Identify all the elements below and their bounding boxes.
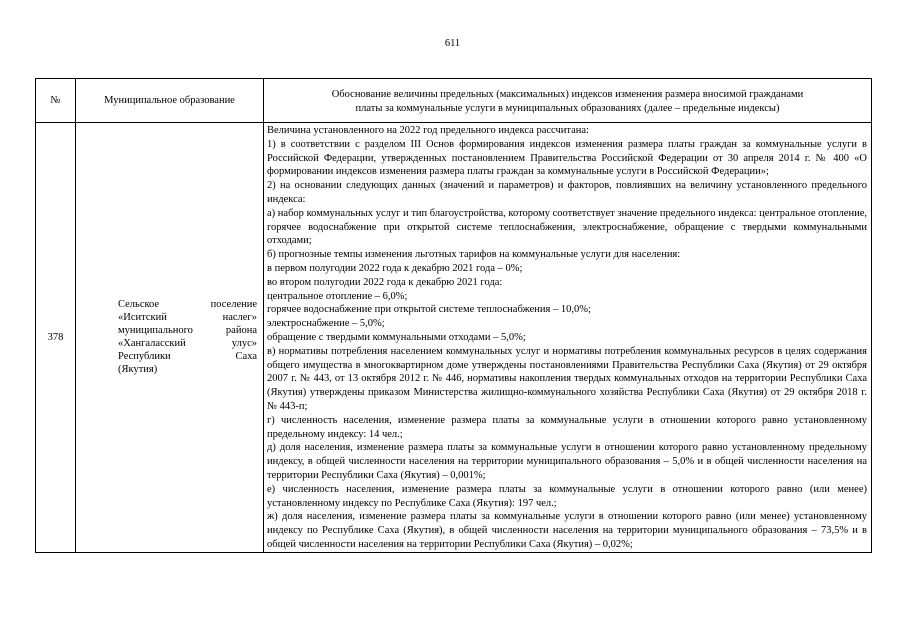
row-number: 378: [36, 123, 76, 553]
municipality-name: [76, 298, 263, 376]
justification-paragraph: д) доля населения, изменение размера платы за коммунальные услуги в отношении которого равно установленному предельному индексу, в общей численности населения на территории муниципального образования – 5,0% и в общей численности населения на территории Республики Саха (Якутия) – 0,001%;: [267, 442, 867, 481]
municipality-line: «Хангаласский улус»: [118, 338, 257, 350]
municipality-line: Республики Саха: [118, 351, 257, 363]
justification-paragraph: е) численность населения, изменение размера платы за коммунальные услуги в отношении которого равно (или менее) установленному индексу по Республике Саха (Якутия): 197 чел.;: [267, 483, 867, 509]
justification-paragraph: 2) на основании следующих данных (значений и параметров) и факторов, повлиявших на величину установленного предельного индекса:: [267, 180, 867, 205]
municipality-line: «Иситский наслег»: [118, 312, 257, 324]
municipality-line: Сельское поселение: [118, 299, 257, 311]
table-header-row: [36, 79, 872, 123]
justification-paragraph: электроснабжение – 5,0%;: [267, 318, 385, 330]
justification-paragraph: а) набор коммунальных услуг и тип благоустройства, которому соответствует значение предельного индекса: центральное отопление, горячее водоснабжение при открытой системе теплоснабжения, электроснабжение, обращение с твердыми коммунальными отходами;: [267, 207, 867, 247]
justification-paragraph: обращение с твердыми коммунальными отходами – 5,0%;: [267, 331, 526, 343]
header-justification-line2: платы за коммунальные услуги в муниципальных образованиях (далее – предельные индексы): [355, 103, 780, 114]
header-municipality: Муниципальное образование: [76, 79, 264, 123]
justification-paragraph: Величина установленного на 2022 год предельного индекса рассчитана:: [267, 125, 589, 136]
justification-paragraph: горячее водоснабжение при открытой системе теплоснабжения – 10,0%;: [267, 304, 591, 316]
header-justification: [264, 79, 872, 123]
municipality-line: (Якутия): [118, 364, 158, 376]
row-justification: [264, 123, 872, 553]
row-municipality: [76, 123, 264, 553]
justification-paragraph: во втором полугодии 2022 года к декабрю 2021 года:: [267, 276, 503, 288]
header-justification-line1: Обоснование величины предельных (максимальных) индексов изменения размера вносимой гражданами: [331, 89, 804, 100]
justification-paragraph: г) численность населения, изменение размера платы за коммунальные услуги в отношении которого равно установленному предельному индексу: 14 чел.;: [267, 414, 867, 440]
index-justification-table: [35, 78, 872, 553]
justification-paragraph: 1) в соответствии с разделом III Основ формирования индексов изменения размера платы граждан за коммунальные услуги в Российской Федерации, утвержденных постановлением Правительства Российской Федерации от 30 апреля 2014 г. № 400 «О формировании индексов изменения размера платы граждан за коммунальные услуги в Российской Федерации»;: [267, 138, 867, 178]
justification-paragraph: в первом полугодии 2022 года к декабрю 2021 года – 0%;: [267, 262, 523, 274]
justification-paragraph: б) прогнозные темпы изменения льготных тарифов на коммунальные услуги для населения:: [267, 249, 681, 261]
municipality-line: муниципального района: [118, 325, 257, 337]
justification-paragraph: центральное отопление – 6,0%;: [267, 290, 408, 302]
header-number: №: [36, 79, 76, 123]
page-number: 611: [444, 38, 461, 49]
table-row: [36, 123, 872, 553]
justification-paragraph: ж) доля населения, изменение размера платы за коммунальные услуги в отношении которого равно (или менее) установленному индексу по Республике Саха (Якутия), в общей численности населения на территории муниципального образования – 73,5% и в общей численности населения на территории Республики Саха (Якутия) – 0,02%;: [267, 511, 867, 550]
justification-paragraph: в) нормативы потребления населением коммунальных услуг и нормативы потребления коммунальных ресурсов в целях содержания общего имущества в многоквартирном доме утверждены постановлениями Правительства Республики Саха (Якутия) от 29 октября 2007 г. № 443, от 13 октября 2012 г. № 446, нормативы накопления твердых коммунальных отходов на территории Республики Саха (Якутия) утверждены приказом Министерства жилищно-коммунального хозяйства Республики Саха (Якутия) от 29 октября 2018 г. № 443-п;: [267, 345, 867, 412]
